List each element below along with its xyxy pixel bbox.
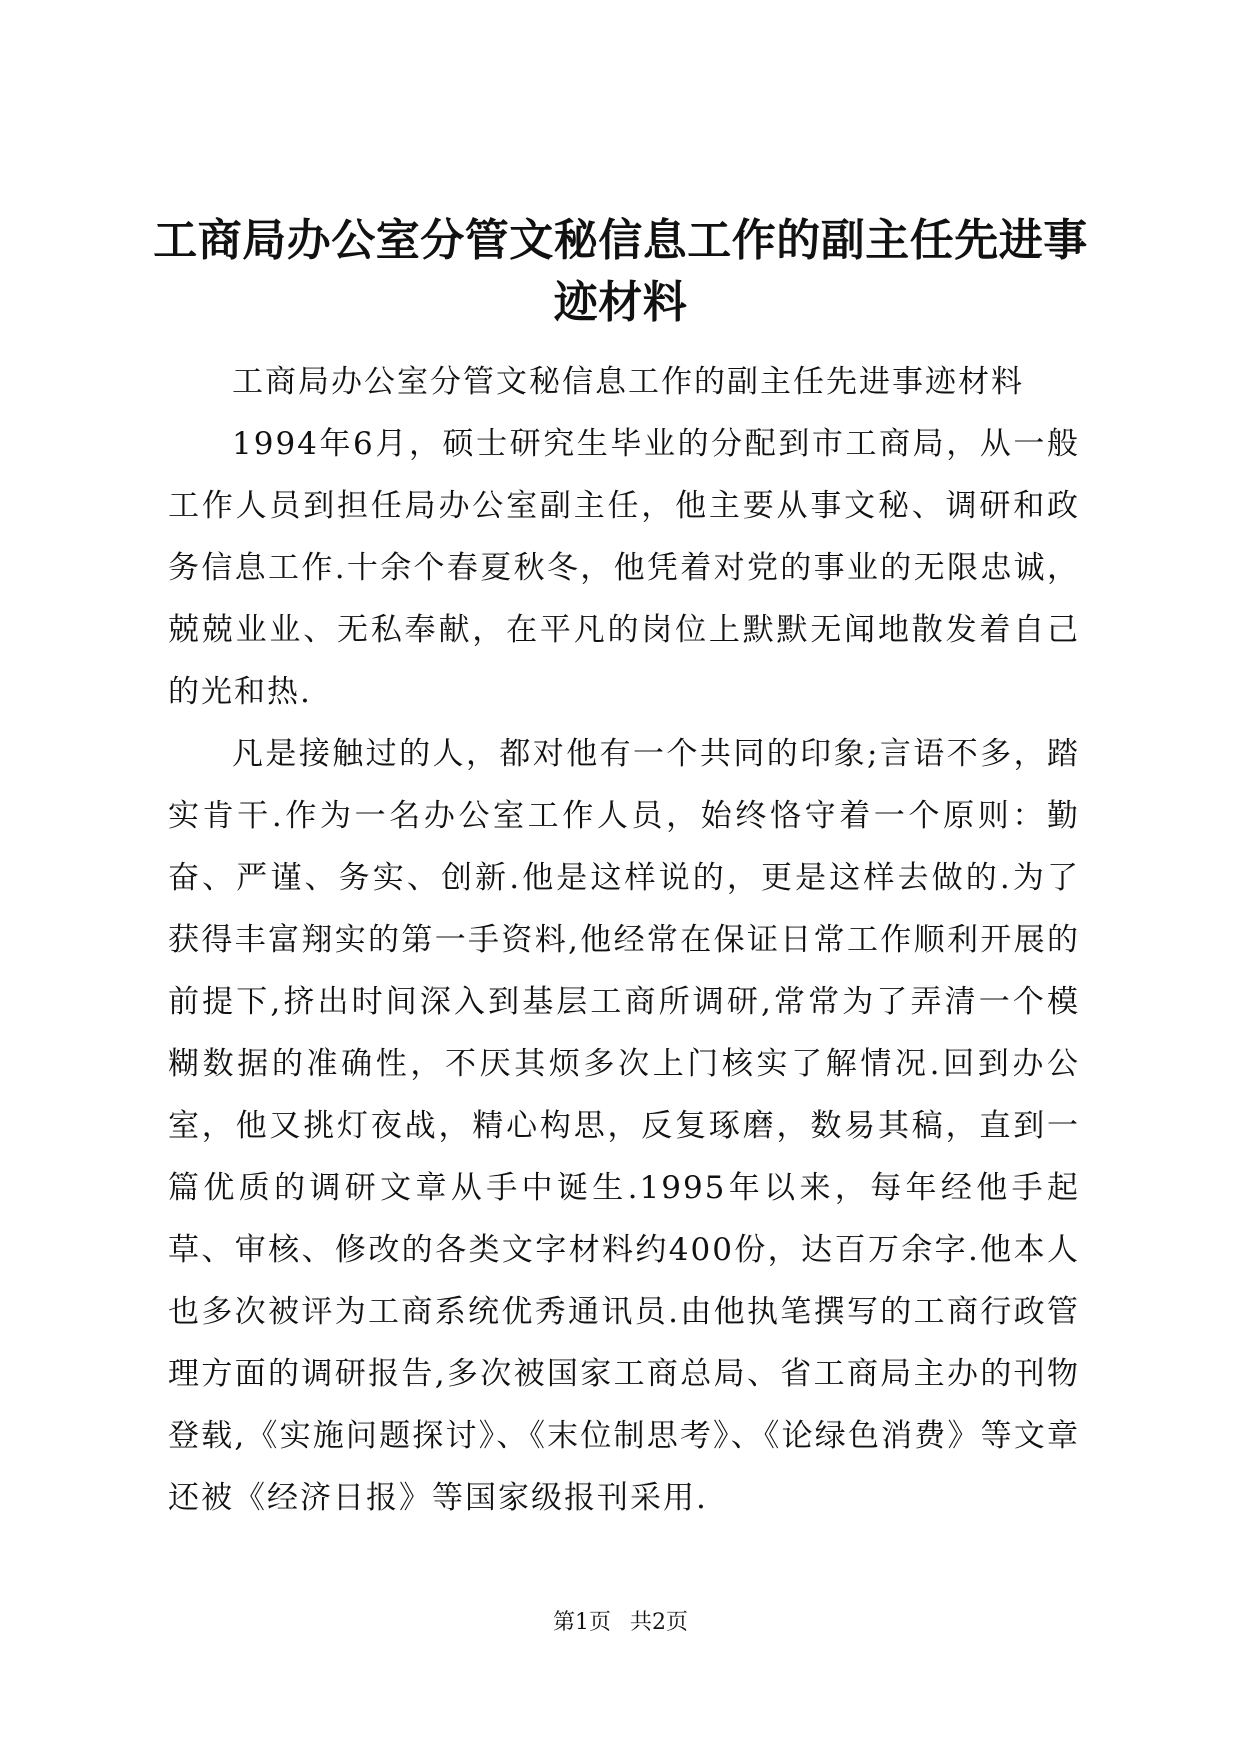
- page-number: 第1页: [553, 1610, 611, 1635]
- page-footer: [0, 1608, 1241, 1638]
- document-title: 工商局办公室分管文秘信息工作的副主任先进事迹材料: [153, 215, 1088, 328]
- document-body: [168, 351, 1080, 1529]
- paragraph-subtitle: 工商局办公室分管文秘信息工作的副主任先进事迹材料: [232, 364, 1024, 400]
- page-total: 共2页: [630, 1610, 688, 1635]
- paragraph-1: 1994年6月，硕士研究生毕业的分配到市工商局，从一般工作人员到担任局办公室副主任，他主要从事文秘、调研和政务信息工作.十余个春夏秋冬，他凭着对党的事业的无限忠诚，兢兢业业、无私奉献，在平凡的岗位上默默无闻地散发着自己的光和热.: [168, 426, 1080, 710]
- paragraph-2: 凡是接触过的人，都对他有一个共同的印象;言语不多，踏实肯干.作为一名办公室工作人员，始终恪守着一个原则：勤奋、严谨、务实、创新.他是这样说的，更是这样去做的.为了获得丰富翔实的第一手资料,他经常在保证日常工作顺利开展的前提下,挤出时间深入到基层工商所调研,常常为了弄清一个模糊数据的准确性，不厌其烦多次上门核实了解情况.回到办公室，他又挑灯夜战，精心构思，反复琢磨，数易其稿，直到一篇优质的调研文章从手中诞生.1995年以来，每年经他手起草、审核、修改的各类文字材料约400份，达百万余字.他本人也多次被评为工商系统优秀通讯员.由他执笔撰写的工商行政管理方面的调研报告,多次被国家工商总局、省工商局主办的刊物登载,《实施问题探讨》、《末位制思考》、《论绿色消费》等文章还被《经济日报》等国家级报刊采用.: [168, 736, 1080, 1516]
